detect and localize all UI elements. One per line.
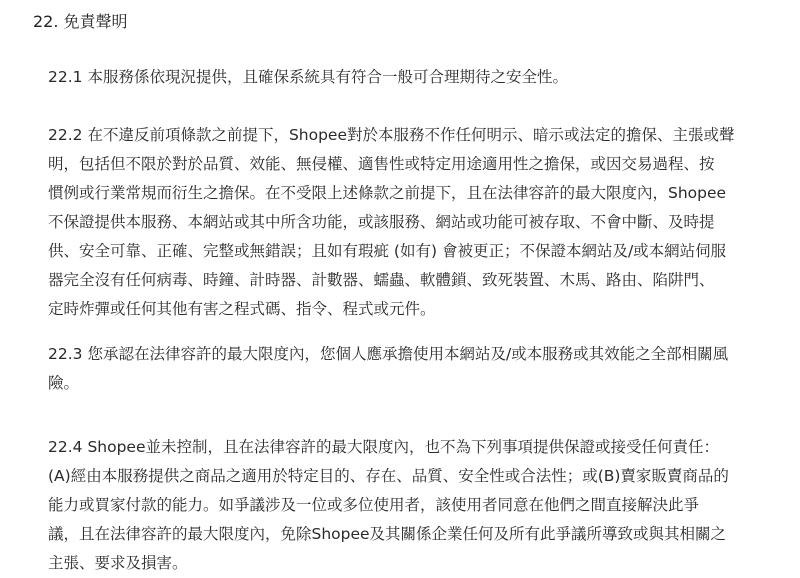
paragraph-line: 明，包括但不限於對於品質、效能、無侵權、適售性或特定用途適用性之擔保，或因交易過程、按 bbox=[48, 155, 715, 173]
paragraph-22-1 bbox=[48, 66, 778, 89]
paragraph-22-3 bbox=[48, 343, 778, 395]
paragraph-line: 供、安全可靠、正確、完整或無錯誤；且如有瑕疵 (如有) 會被更正；不保證本網站及/或本網站伺服 bbox=[48, 242, 727, 260]
paragraph-line: 22.2 在不違反前項條款之前提下，Shopee對於本服務不作任何明示、暗示或法定的擔保、主張或聲 bbox=[48, 126, 735, 144]
section-title: 22. 免責聲明 bbox=[33, 12, 128, 31]
paragraph-line: 能力或買家付款的能力。如爭議涉及一位或多位使用者，該使用者同意在他們之間直接解決此爭 bbox=[48, 496, 700, 514]
paragraph-line: 器完全沒有任何病毒、時鐘、計時器、計數器、蠕蟲、軟體鎖、致死裝置、木馬、路由、陷阱門、 bbox=[48, 271, 715, 289]
paragraph-22-4 bbox=[48, 436, 778, 575]
paragraph-line: 主張、要求及損害。 bbox=[48, 554, 188, 572]
paragraph-line: 定時炸彈或任何其他有害之程式碼、指令、程式或元件。 bbox=[48, 300, 436, 318]
paragraph-line: 不保證提供本服務、本網站或其中所含功能，或該服務、網站或功能可被存取、不會中斷、及時提 bbox=[48, 213, 715, 231]
paragraph-line: 22.3 您承認在法律容許的最大限度內，您個人應承擔使用本網站及/或本服務或其效能之全部相關風 bbox=[48, 345, 729, 363]
paragraph-line: (A)經由本服務提供之商品之適用於特定目的、存在、品質、安全性或合法性；或(B)賣家販賣商品的 bbox=[48, 467, 729, 485]
paragraph-line: 22.1 本服務係依現況提供，且確保系統具有符合一般可合理期待之安全性。 bbox=[48, 68, 568, 86]
paragraph-line: 險。 bbox=[48, 374, 80, 392]
paragraph-line: 22.4 Shopee並未控制，且在法律容許的最大限度內，也不為下列事項提供保證或接受任何責任： bbox=[48, 438, 719, 456]
paragraph-line: 慣例或行業常規而衍生之擔保。在不受限上述條款之前提下，且在法律容許的最大限度內，Shopee bbox=[48, 184, 727, 202]
paragraph-22-2 bbox=[48, 124, 778, 321]
paragraph-line: 議，且在法律容許的最大限度內，免除Shopee及其關係企業任何及所有此爭議所導致或與其相關之 bbox=[48, 525, 727, 543]
